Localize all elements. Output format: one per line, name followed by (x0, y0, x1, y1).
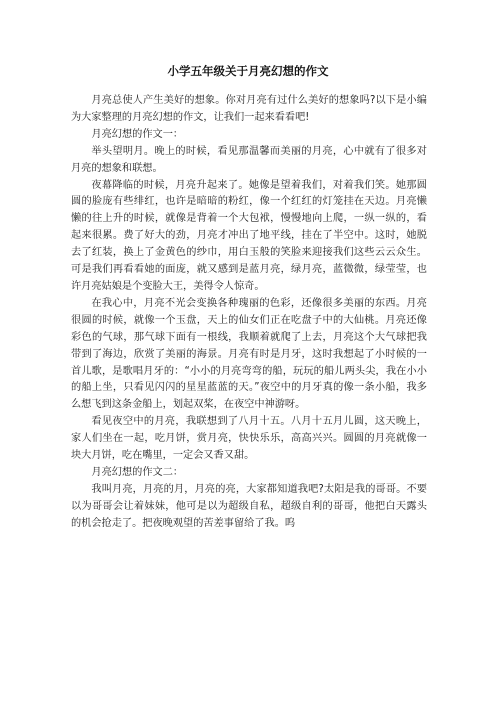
paragraph-2: 夜幕降临的时候，月亮升起来了。她像是望着我们，对着我们笑。她那圆圆的脸庞有些绯红，也许是暗暗的粉红，像一个红红的灯笼挂在天边。月亮懒懒的往上升的时候，就像是背着一个大包袱，慢慢地向上爬，一纵一纵的，看起来很累。费了好大的劲，月亮才冲出了地平线，挂在了半空中。这时，她脱去了红装，换上了金黄色的纱巾，用白玉般的笑脸来迎接我们这些云云众生。可是我们再看看她的面庞，就又感到是蓝月亮，绿月亮，蓝微微，绿莹莹，也许月亮姑娘是个变脸大王，美得令人惊奇。 (71, 179, 427, 292)
paragraph-intro: 月亮总使人产生美好的想象。你对月亮有过什么美好的想象吗?以下是小编为大家整理的月亮幻想的作文，让我们一起来看看吧! (71, 95, 427, 123)
paragraph-5: 我叫月亮，月亮的月，月亮的亮，大家都知道我吧?太阳是我的哥哥。不要以为哥哥会让着妹妹，他可是以为超级自私，超级自利的哥哥，他把白天露头的机会抢走了。把夜晚观望的苦差事留给了我。呜 (71, 483, 427, 529)
paragraph-3: 在我心中，月亮不光会变换各种瑰丽的色彩，还像很多美丽的东西。月亮很圆的时候，就像一个玉盘，天上的仙女们正在吃盘子中的大仙桃。月亮还像彩色的气球，那气球下面有一根线，我顺着就爬了上去，月亮这个大气球把我带到了海边，欣赏了美丽的海景。月亮有时是月牙，这时我想起了小时候的一首儿歌，是歌唱月牙的：“小小的月亮弯弯的船，玩玩的船儿两头尖，我在小小的船上坐，只看见闪闪的星星蓝蓝的天。”夜空中的月牙真的像一条小船，我多么想飞到这条金船上，划起双桨，在夜空中神游呀。 (71, 297, 427, 411)
document-title: 小学五年级关于月亮幻想的作文 (167, 64, 329, 78)
section-heading-2: 月亮幻想的作文二： (91, 466, 184, 478)
document-body (71, 93, 427, 533)
paragraph-4: 看见夜空中的月亮，我联想到了八月十五。八月十五月儿圆，这天晚上，家人们坐在一起，吃月饼，赏月亮，快快乐乐，高高兴兴。圆圆的月亮就像一块大月饼，吃在嘴里，一定会又香又甜。 (71, 416, 427, 462)
section-heading-1: 月亮幻想的作文一： (91, 128, 184, 140)
paragraph-1: 举头望明月。晚上的时候，看见那温馨而美丽的月亮，心中就有了很多对月亮的想象和联想。 (71, 145, 427, 174)
